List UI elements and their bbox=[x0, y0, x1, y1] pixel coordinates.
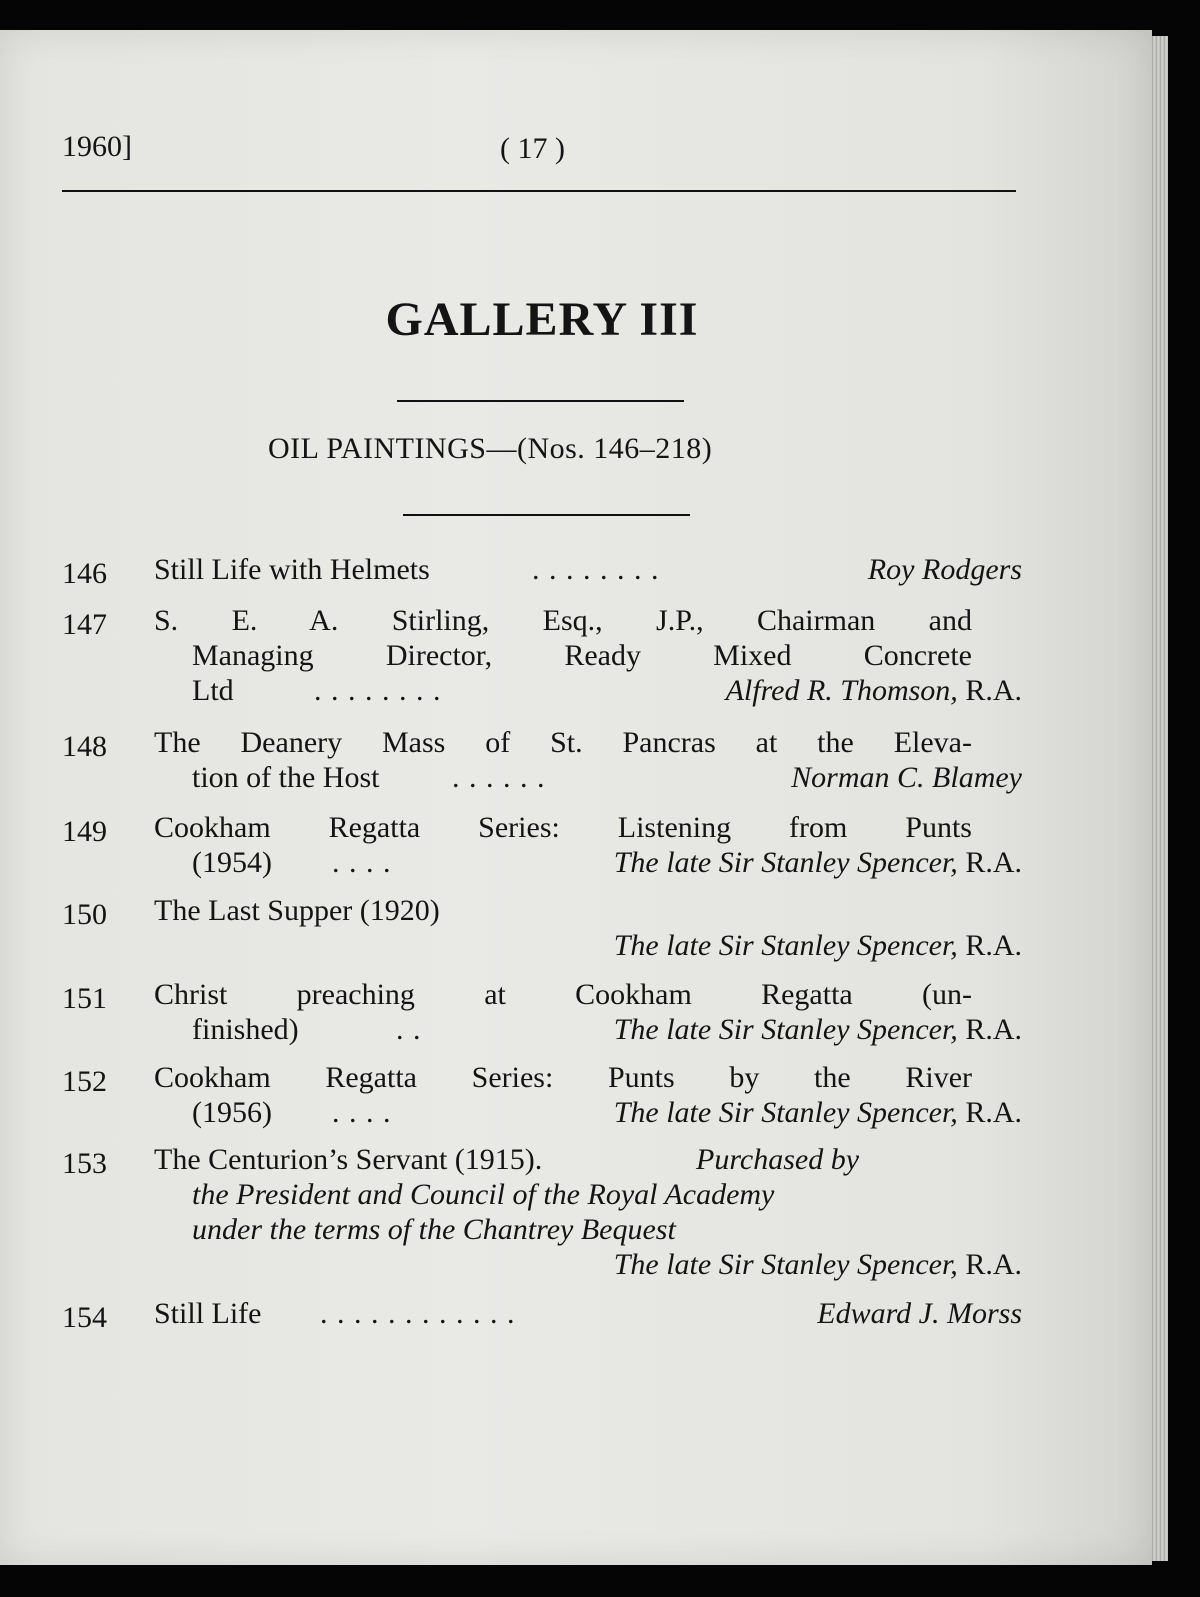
entry-title-line: Christ preaching at Cookham Regatta (un- bbox=[154, 978, 972, 1011]
catalogue-entry-149 bbox=[62, 810, 1022, 885]
entry-artist-line bbox=[614, 1012, 1022, 1047]
header-page-number: ( 17 ) bbox=[500, 132, 565, 165]
leader-dots: . . bbox=[396, 1013, 422, 1046]
entry-title-line: Cookham Regatta Series: Listening from Punts bbox=[154, 811, 972, 844]
entry-number: 146 bbox=[62, 557, 107, 590]
entry-artist-suffix: R.A. bbox=[965, 1248, 1022, 1281]
entry-artist-line bbox=[614, 1247, 1022, 1282]
catalogue-entry-147 bbox=[62, 603, 1022, 713]
entry-number: 150 bbox=[62, 898, 107, 931]
entry-artist-line bbox=[614, 845, 1022, 880]
entry-title-line: Managing Director, Ready Mixed Concrete bbox=[192, 639, 972, 672]
entry-title-line: The Centurion’s Servant (1915). bbox=[154, 1143, 543, 1176]
entry-artist: The late Sir Stanley Spencer, bbox=[613, 846, 958, 879]
entry-artist: Roy Rodgers bbox=[867, 553, 1022, 586]
entry-artist-line bbox=[614, 1095, 1022, 1130]
catalogue-entry-150 bbox=[62, 893, 1022, 968]
entry-number: 151 bbox=[62, 982, 107, 1015]
entry-artist: Alfred R. Thomson, bbox=[725, 674, 958, 707]
entry-title-line: Still Life bbox=[154, 1297, 262, 1330]
catalogue-entry-152 bbox=[62, 1060, 1022, 1135]
entry-title-line: Cookham Regatta Series: Punts by the River bbox=[154, 1061, 972, 1094]
entry-artist-line bbox=[726, 673, 1022, 708]
catalogue-entry-146 bbox=[62, 552, 1022, 592]
catalogue-entry-151 bbox=[62, 977, 1022, 1052]
entry-title-line: Ltd bbox=[192, 674, 234, 707]
leader-dots: . . . . bbox=[332, 846, 392, 879]
entry-artist: The late Sir Stanley Spencer, bbox=[613, 1013, 958, 1046]
leader-dots: . . . . . . . . bbox=[314, 674, 442, 707]
entry-title-line: The Deanery Mass of St. Pancras at the Eleva- bbox=[154, 726, 972, 759]
header-rule bbox=[62, 190, 1016, 192]
entry-artist: The late Sir Stanley Spencer, bbox=[613, 929, 958, 962]
entry-artist-line bbox=[614, 928, 1022, 963]
leader-dots: . . . . . . . . bbox=[532, 553, 660, 586]
gallery-title: GALLERY III bbox=[385, 293, 699, 346]
page-edge bbox=[1152, 36, 1168, 1561]
entry-artist-suffix: R.A. bbox=[965, 846, 1022, 879]
entry-artist: Norman C. Blamey bbox=[791, 761, 1022, 794]
entry-note-line: Purchased by bbox=[696, 1143, 860, 1176]
leader-dots: . . . . bbox=[332, 1096, 392, 1129]
entry-title-line: tion of the Host bbox=[192, 761, 380, 794]
entry-number: 149 bbox=[62, 815, 107, 848]
section-rule bbox=[403, 514, 690, 516]
entry-artist-suffix: R.A. bbox=[965, 1096, 1022, 1129]
entry-artist: The late Sir Stanley Spencer, bbox=[613, 1096, 958, 1129]
catalogue-entry-154 bbox=[62, 1296, 1022, 1336]
entry-note-line: the President and Council of the Royal Academy bbox=[192, 1178, 775, 1211]
entry-note-line: under the terms of the Chantrey Bequest bbox=[192, 1213, 676, 1246]
entry-artist-suffix: R.A. bbox=[965, 929, 1022, 962]
entry-number: 152 bbox=[62, 1065, 107, 1098]
entry-artist: Edward J. Morss bbox=[817, 1297, 1022, 1330]
entry-number: 153 bbox=[62, 1147, 107, 1180]
header-year: 1960] bbox=[62, 130, 132, 163]
entry-title-line: The Last Supper (1920) bbox=[154, 894, 440, 927]
entry-artist-suffix: R.A. bbox=[965, 674, 1022, 707]
entry-number: 154 bbox=[62, 1301, 107, 1334]
leader-dots: . . . . . . bbox=[452, 761, 546, 794]
entry-title-line: finished) bbox=[192, 1013, 299, 1046]
entry-artist: The late Sir Stanley Spencer, bbox=[613, 1248, 958, 1281]
section-heading: OIL PAINTINGS—(Nos. 146–218) bbox=[268, 432, 713, 465]
leader-dots: . . . . . . . . . . . . bbox=[320, 1297, 516, 1330]
entry-artist-suffix: R.A. bbox=[965, 1013, 1022, 1046]
catalogue-entry-153 bbox=[62, 1142, 1022, 1287]
entry-title-line: (1954) bbox=[192, 846, 272, 879]
catalogue-entry-148 bbox=[62, 725, 1022, 800]
entry-title-line: S. E. A. Stirling, Esq., J.P., Chairman and bbox=[154, 604, 972, 637]
entry-title-line: Still Life with Helmets bbox=[154, 553, 430, 586]
entry-number: 148 bbox=[62, 730, 107, 763]
title-rule bbox=[397, 400, 684, 402]
entry-title-line: (1956) bbox=[192, 1096, 272, 1129]
entry-number: 147 bbox=[62, 608, 107, 641]
